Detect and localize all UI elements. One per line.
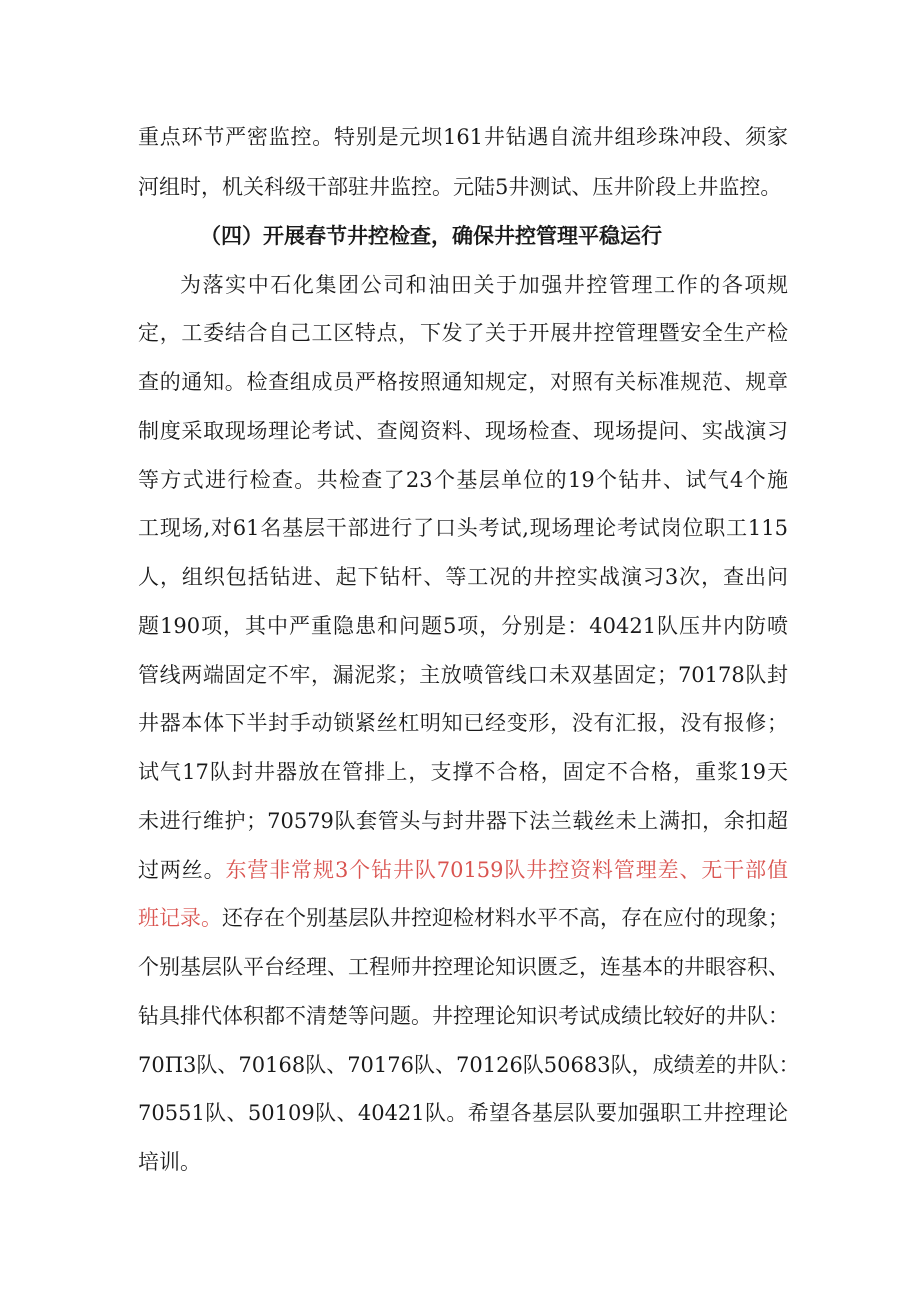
text-line: 河组时，机关科级干部驻井监控。元陆5井测试、压井阶段上井监控。	[138, 175, 782, 199]
text-line-mixed	[138, 850, 788, 890]
text-line: 70551队、50109队、40421队。希望各基层队要加强职工井控理论	[138, 1101, 788, 1125]
text-line: 查的通知。检查组成员严格按照通知规定，对照有关标准规范、规章	[138, 370, 788, 394]
text-line: 定，工委结合自己工区特点，下发了关于开展井控管理暨安全生产检	[138, 321, 788, 345]
text-line: 重点环节严密监控。特别是元坝161井钻遇自流井组珍珠冲段、须家	[138, 125, 788, 149]
text-line: 人，组织包括钻进、起下钻杆、等工况的井控实战演习3次，查出问	[138, 565, 788, 589]
text-line: 制度采取现场理论考试、查阅资料、现场检查、现场提问、实战演习	[138, 419, 788, 443]
text-line: 管线两端固定不牢，漏泥浆；主放喷管线口未双基固定；70178队封	[138, 663, 788, 687]
text-line: 个别基层队平台经理、工程师井控理论知识匮乏，连基本的井眼容积、	[138, 955, 789, 979]
text-line: 70П3队、70168队、70176队、70126队50683队，成绩差的井队：	[138, 1053, 800, 1077]
text-run: 还存在个别基层队井控迎检材料水平不高，存在应付的现象；	[222, 906, 789, 930]
text-line: 未进行维护；70579队套管头与封井器下法兰载丝未上满扣，余扣超	[138, 809, 788, 833]
text-line-mixed	[138, 898, 788, 938]
text-line: 试气17队封井器放在管排上，支撑不合格，固定不合格，重浆19天	[138, 760, 788, 784]
text-line: 为落实中石化集团公司和油田关于加强井控管理工作的各项规	[180, 273, 788, 297]
text-line: 工现场,对61名基层干部进行了口头考试,现场理论考试岗位职工115	[138, 516, 788, 540]
text-run: 过两丝。	[138, 858, 226, 882]
text-line: 等方式进行检查。共检查了23个基层单位的19个钻井、试气4个施	[138, 468, 788, 492]
highlight-text: 东营非常规3个钻井队70159队井控资料管理差、无干部值	[225, 858, 788, 882]
text-line: 题190项，其中严重隐患和问题5项，分别是：40421队压井内防喷	[138, 614, 788, 638]
section-heading: （四）开展春节井控检查，确保井控管理平稳运行	[200, 224, 662, 248]
text-line: 培训。	[138, 1150, 201, 1174]
text-line: 井器本体下半封手动锁紧丝杠明知已经变形，没有汇报，没有报修；	[138, 711, 788, 735]
highlight-text: 班记录。	[138, 906, 222, 930]
text-line: 钻具排代体积都不清楚等问题。井控理论知识考试成绩比较好的井队：	[138, 1004, 789, 1028]
